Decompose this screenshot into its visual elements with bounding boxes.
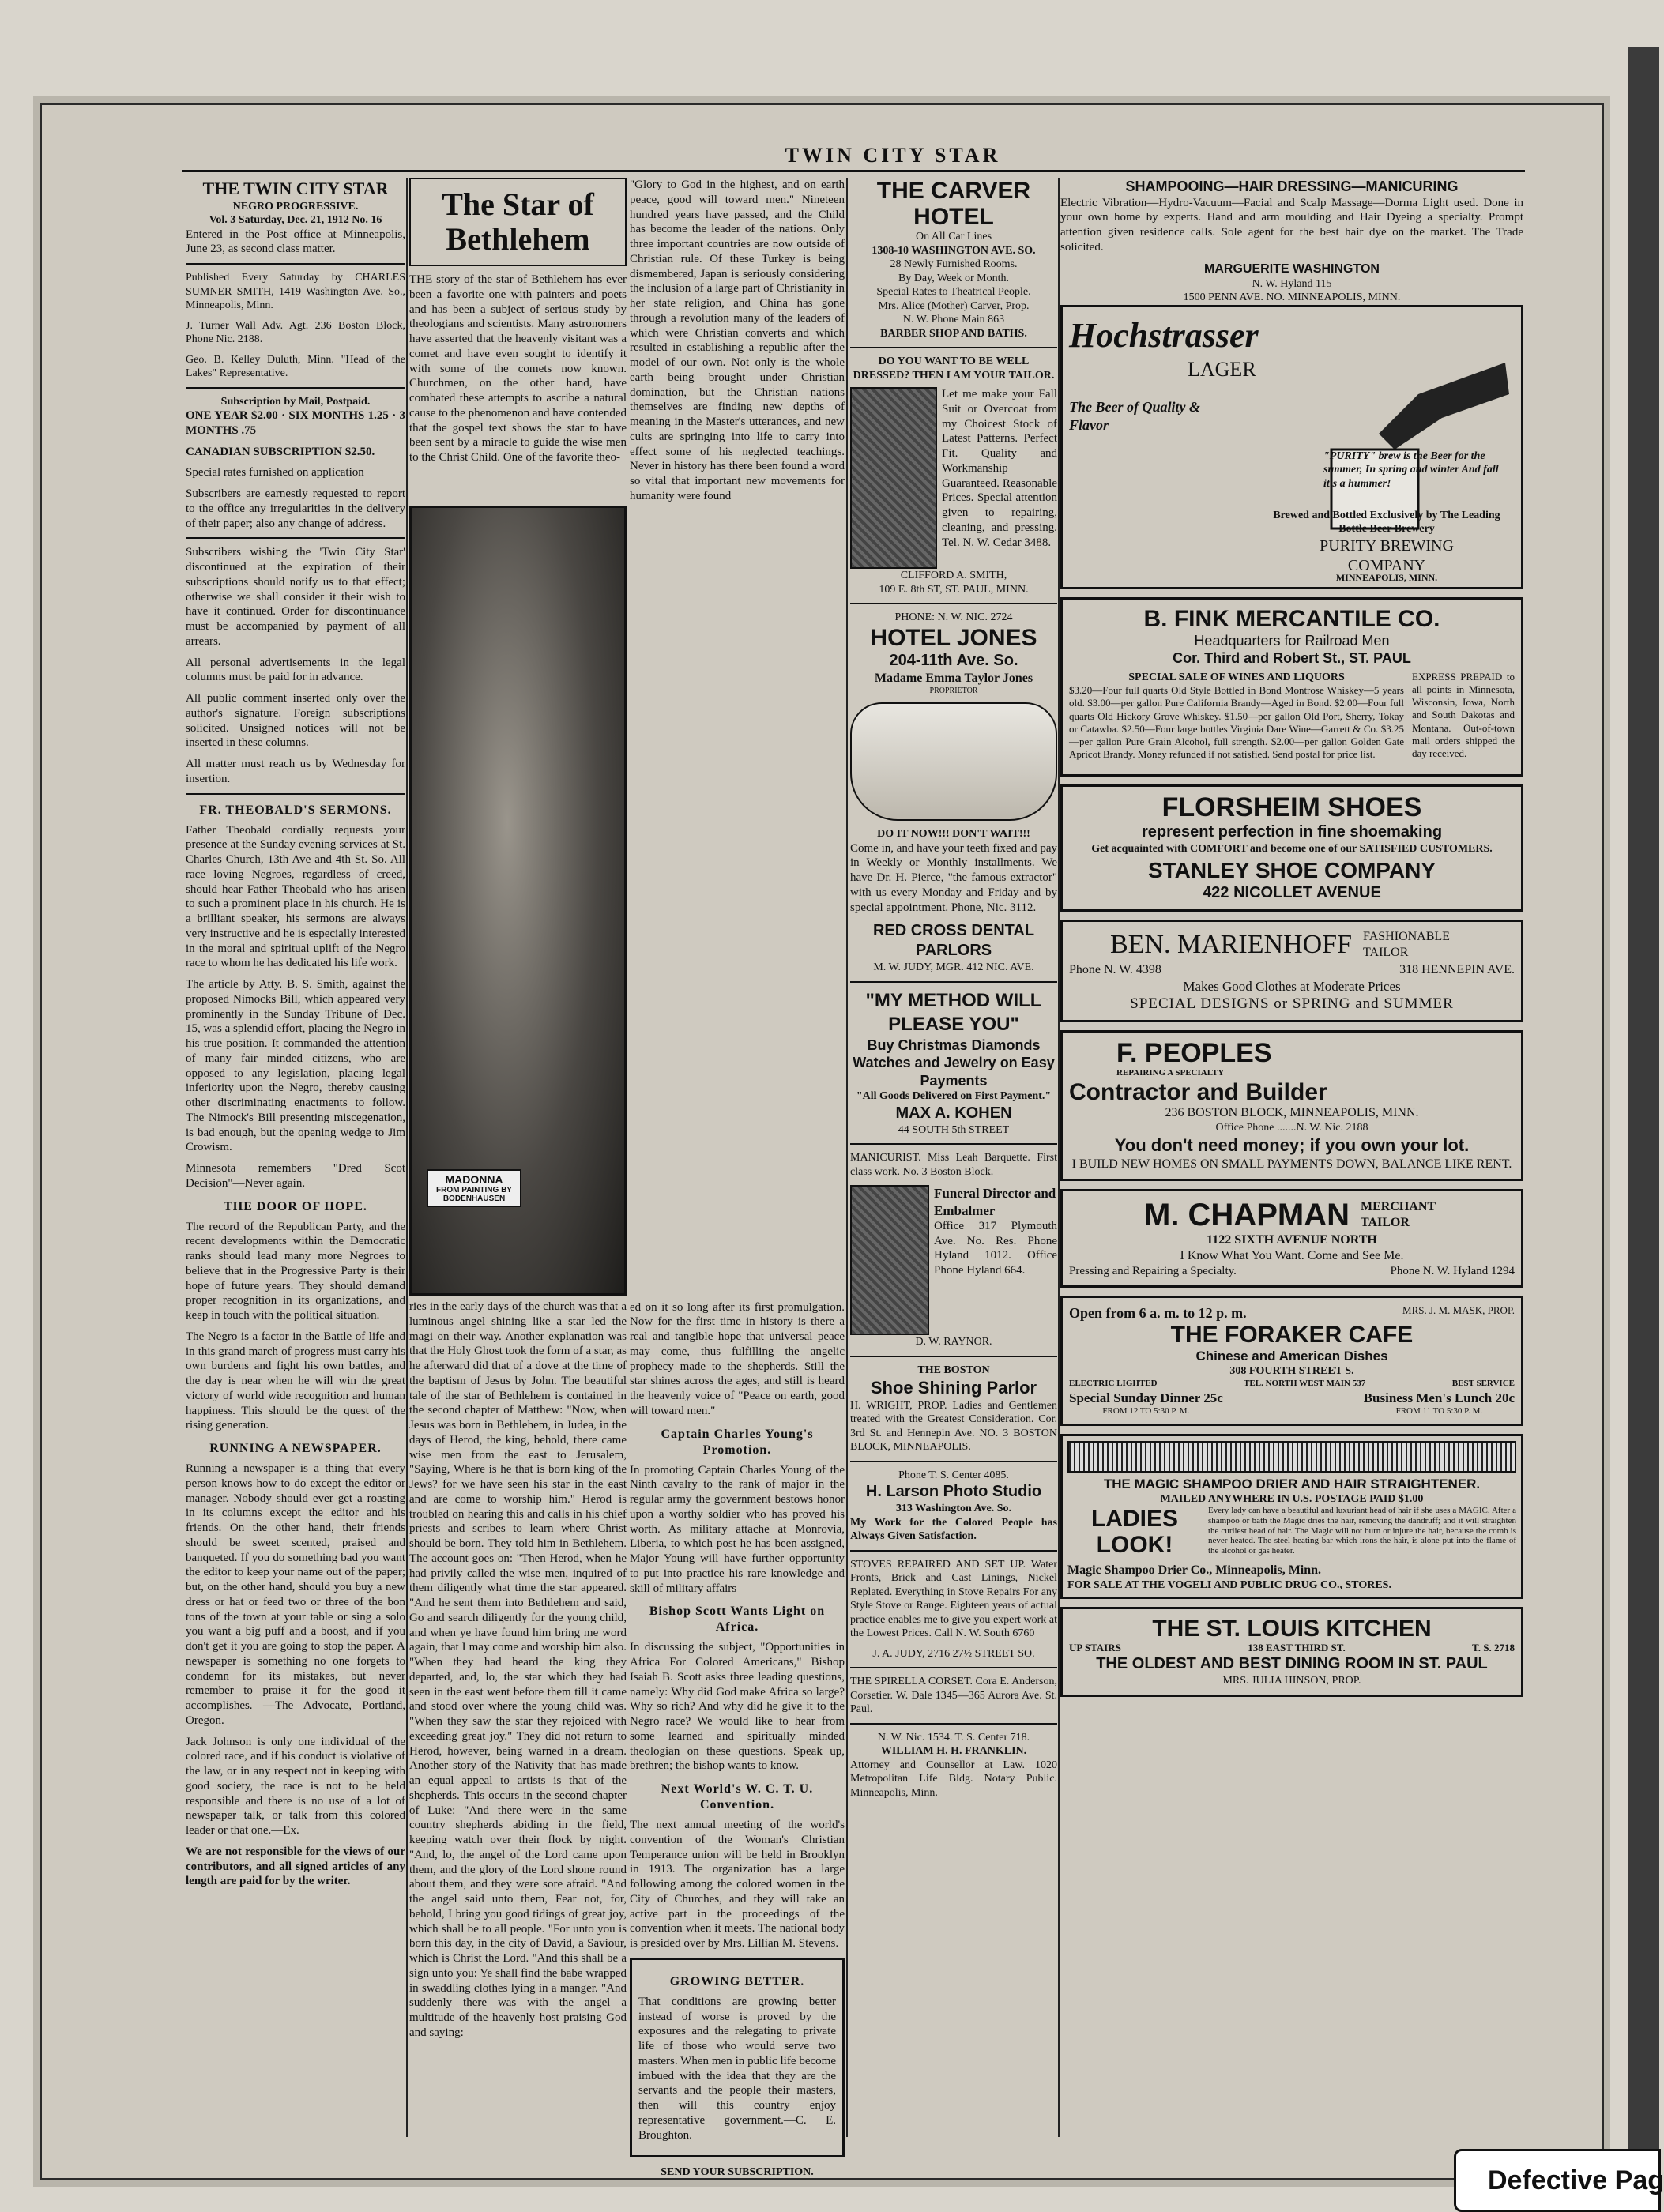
- notice-item: All public comment inserted only over the author's signature. Foreign subscriptions solicited. Unsigned notices will not be inserted in these columns.: [186, 692, 405, 750]
- carver-line: By Day, Week or Month.: [898, 272, 1010, 284]
- florsheim-subtitle: represent perfection in fine shoemaking: [1141, 822, 1443, 841]
- paper-subtitle: NEGRO PROGRESSIVE.: [232, 200, 359, 213]
- scott-heading: Bishop Scott Wants Light on Africa.: [649, 1604, 826, 1635]
- fink-ad: [1060, 597, 1523, 777]
- magic-ladies: LADIES LOOK!: [1090, 1506, 1178, 1559]
- larson-address: 313 Washington Ave. So.: [895, 1503, 1012, 1515]
- foraker-lunch-hours: FROM 11 TO 5:30 P. M.: [1395, 1405, 1483, 1416]
- foraker-top: [1069, 1304, 1515, 1322]
- marienhoff-phone: Phone N. W. 4398: [1069, 962, 1161, 976]
- carver-line: Mrs. Alice (Mother) Carver, Prop.: [878, 299, 1030, 312]
- chapman-title: M. CHAPMAN: [1144, 1197, 1350, 1232]
- st-louis-prop: MRS. JULIA HINSON, PROP.: [1222, 1675, 1361, 1687]
- magic-mailed: MAILED ANYWHERE IN U.S. POSTAGE PAID $1.00: [1160, 1492, 1424, 1505]
- beer-brand: Hochstrasser: [1069, 315, 1259, 355]
- peoples-build: I BUILD NEW HOMES ON SMALL PAYMENTS DOWN, BALANCE LIKE RENT.: [1071, 1157, 1512, 1171]
- foraker-info: [1069, 1379, 1515, 1390]
- column-divider: [846, 178, 848, 2137]
- scott-text: In discussing the subject, "Opportunities in Africa For Colored Americans," Bishop Isaiah B. Scott asks three leading questions, namely: Why did God make Africa so large? Why so rich? And why did he give it to the Negro race? We would like to hear from some learned and spiritually minded theologian on these questions. Speak up, brethren; the bishop wants to know.: [630, 1641, 845, 1773]
- newspaper-text: Running a newspaper is a thing that every person knows how to do except the editor or manager. Nobody should ever get a roasting in its columns except the editor and his friends. On the other hand, their friends should be sweet scented, praised and banqueted. If you do something bad you want the editor to keep your name out of the paper; but, on the other hand, should you buy a new dress or hat or feed two or three of the bon tons of the town at your table or sing a solo you want a big puff and a boost, and if you don't get it you are going to stop the paper. A newspaper is something no one forgets to condemn for its mistakes, but never remember to praise it for the good it accomplishes. —The Advocate, Portland, Oregon.: [186, 1462, 405, 1727]
- magic-text: Every lady can have a beautiful and luxuriant head of hair if she uses a MAGIC. After a shampoo or bath the Magic dries the hair, removing the dandruff; and it will straighten the curliest head of hair. The Magic will not burn or injure the hair, because the comb is never heated. The steel heating bar which irons the hair, is alone put into the flame of the alcohol or gas heater.: [1208, 1506, 1516, 1556]
- shampoo-text: Electric Vibration—Hydro-Vacuum—Facial and Scalp Massage—Dorma Light used. Done in your own home by experts. Hand and arm moulding and Hair Dyeing a specialty. Prompt attention given residence calls. Sole agent for the best hair dye on the market. The Trade solicited.: [1060, 196, 1523, 254]
- beer-bottle-icon: [1213, 347, 1513, 529]
- foraker-dinner-hours: FROM 12 TO 5:30 P. M.: [1102, 1405, 1190, 1416]
- paper-name: THE TWIN CITY STAR: [202, 179, 389, 198]
- illustration-spacer: [630, 510, 845, 1300]
- tailor-portrait: [850, 387, 937, 569]
- foraker-dinner: Special Sunday Dinner 25c: [1069, 1390, 1223, 1405]
- notice-item: Special rates furnished on application: [186, 466, 364, 480]
- magic-body: [1067, 1506, 1516, 1562]
- foraker-hours: Open from 6 a. m. to 12 p. m.: [1069, 1304, 1247, 1321]
- sermons-text: Father Theobald cordially requests your presence at the Sunday evening services at St. Charles Church, 13th Ave and 4th St. So. All race loving Negroes, regardless of creed, should hear Father Theobald who has arisen to such a prominent place in his church. He is a brilliant speaker, his sermons are always very instructive and he is especially interested in the moral and spiritual uplift of the Negro race to whom he has dedicated his life work.: [186, 823, 405, 970]
- marienhoff-text: Makes Good Clothes at Moderate Prices: [1183, 978, 1401, 994]
- chapman-address: 1122 SIXTH AVENUE NORTH: [1207, 1232, 1377, 1247]
- kohen-address: 44 SOUTH 5th STREET: [898, 1123, 1010, 1136]
- carver-line: Special Rates to Theatrical People.: [876, 286, 1031, 298]
- peoples-contractor: Contractor and Builder: [1069, 1078, 1327, 1105]
- foraker-service: BEST SERVICE: [1451, 1378, 1515, 1388]
- dental-text: Come in, and have your teeth fixed and pay in Weekly or Monthly installments. We have Dr. H. Pierce, "the famous extractor" with us every Monday and Friday and by special appointment. Phone, Nic. 3112.: [850, 841, 1058, 914]
- dred-scott-text: Minnesota remembers "Dred Scot Decision"—Never again.: [186, 1162, 405, 1190]
- column-editorial: [186, 178, 405, 2137]
- chapman-tag: MERCHANT TAILOR: [1360, 1199, 1436, 1229]
- carver-line: 1308-10 WASHINGTON AVE. SO.: [872, 244, 1036, 257]
- beer-brewed: Brewed and Bottled Exclusively by The Leading Bottle Beer Brewery: [1273, 509, 1500, 535]
- fink-express: EXPRESS PREPAID to all points in Minnesota, Wisconsin, Iowa, North and South Dakotas and Montana. Out-of-town mail orders shipped the day received.: [1412, 670, 1515, 759]
- purity-beer-ad: [1060, 305, 1523, 589]
- shampoo-heading: SHAMPOOING—HAIR DRESSING—MANICURING: [1125, 179, 1459, 194]
- foraker-address: 308 FOURTH STREET S.: [1229, 1365, 1354, 1378]
- beer-company: PURITY BREWING COMPANY: [1320, 536, 1454, 574]
- marienhoff-address: 318 HENNEPIN AVE.: [1399, 962, 1515, 976]
- column-ads-small: [850, 178, 1057, 2137]
- kohen-text: Buy Christmas Diamonds Watches and Jewelry on Easy Payments: [853, 1036, 1055, 1089]
- notice-item: Subscribers wishing the 'Twin City Star' discontinued at the expiration of their subscriptions should notify us to that effect; otherwise we shall consider it their wish to have it continued. Order for discontinuance must be accompanied by payment of all arrears.: [186, 546, 405, 648]
- magic-shampoo-ad: [1060, 1434, 1523, 1599]
- growing-better-box: [630, 1958, 845, 2158]
- marienhoff-special: SPECIAL DESIGNS or SPRING and SUMMER: [1130, 995, 1454, 1012]
- johnson-text: Jack Johnson is only one individual of the colored race, and if his conduct is violative of the law, or in any respect not in keeping with good society, the race is not to be held responsible and there is no use of a lot of newspaper talk, or talk from this colored leader or that one.—Ex.: [186, 1735, 405, 1837]
- tailor-address: 109 E. 8th ST, ST. PAUL, MINN.: [879, 583, 1029, 596]
- franklin-text: Attorney and Counsellor at Law. 1020 Metropolitan Life Bldg. Notary Public. Minneapolis, Minn.: [850, 1759, 1057, 1799]
- nimocks-text: The article by Atty. B. S. Smith, against the proposed Nimocks Bill, which appeared very prominently in the Sunday Tribune of Dec. 15, was a splendid effort, placing the Negro in his true position. It commanded the attention of many fair minded citizens, who are opposed to any legislation, placing legal inferiority upon the Negro, thereby causing other discriminating enactments to follow. The Nimock's Bill presenting miscegenation, is bad enough, but the opening wedge to Jim Crowism.: [186, 978, 405, 1154]
- defective-page-label: Defective Pag: [1454, 2149, 1661, 2212]
- fink-items: $3.20—Four full quarts Old Style Bottled in Bond Montrose Whiskey—5 years old. $3.00—per gallon Pure California Brandy—Aged in Bond. $2.00—Four full quarts Old Hickory Grove Whiskey. $1.50—per gallon Old Port, Sherry, Tokay or Catawba. $2.50—Four large bottles Virginia Dare Wine—Garrett & Co. $3.25—per gallon Pure Grain Alcohol, full strength. $2.00—per gallon Golden Gate Apricot Brandy. Money refunded if not satisfied. Send postal for price list.: [1069, 684, 1404, 761]
- raynor-portrait: [850, 1185, 929, 1335]
- chapman-text: I Know What You Want. Come and See Me.: [1180, 1248, 1404, 1262]
- entered-notice: Entered in the Post office at Minneapolis, June 23, as second class matter.: [186, 228, 405, 256]
- chapman-phone: Phone N. W. Hyland 1294: [1390, 1264, 1515, 1277]
- tailor-name: CLIFFORD A. SMITH,: [900, 570, 1007, 581]
- st-louis-upstairs: UP STAIRS: [1069, 1642, 1121, 1654]
- header-rule: [182, 170, 1525, 172]
- fink-subtitle: Headquarters for Railroad Men: [1194, 632, 1390, 649]
- chapman-header: [1069, 1198, 1515, 1232]
- stanley-title: STANLEY SHOE COMPANY: [1147, 858, 1436, 883]
- fink-address: Cor. Third and Robert St., ST. PAUL: [1173, 650, 1411, 666]
- beer-lager: LAGER: [1188, 357, 1256, 381]
- marienhoff-ad: [1060, 920, 1523, 1022]
- funeral-name: D. W. RAYNOR.: [915, 1336, 992, 1349]
- foraker-tel: TEL. NORTH WEST MAIN 537: [1244, 1378, 1366, 1388]
- madonna-label: MADONNA: [445, 1173, 503, 1186]
- st-louis-subtitle: THE OLDEST AND BEST DINING ROOM IN ST. PAUL: [1096, 1655, 1488, 1673]
- larson-title: H. Larson Photo Studio: [865, 1483, 1042, 1501]
- tailor-heading: DO YOU WANT TO BE WELL DRESSED? THEN I AM YOUR TAILOR.: [853, 356, 1055, 382]
- binding-gutter: [1628, 47, 1659, 2180]
- peace-text: ed on it so long after its first promulgation. Now for the first time in history is there a real and tangible hope that universal peace may come, thus fulfilling the angelic prophecy made to the shepherds. Still the star shines across the ages, and still is heard the heavenly voice of "Peace on earth, good will toward men.": [630, 1300, 845, 1417]
- newspaper-heading: RUNNING A NEWSPAPER.: [209, 1442, 382, 1455]
- volume-line: Vol. 3 Saturday, Dec. 21, 1912 No. 16: [209, 214, 382, 226]
- st-louis-title: THE ST. LOUIS KITCHEN: [1152, 1616, 1432, 1642]
- funeral-ad: [850, 1185, 1057, 1335]
- boston-title: Shoe Shining Parlor: [870, 1378, 1037, 1398]
- hope-text: The record of the Republican Party, and the recent developments within the Democratic ranks should lead many more Negroes to believe that in the Progressive Party is their hope of future years. They should demand proper recognition in its organizations, and keep in touch with the political situation.: [186, 1220, 405, 1322]
- responsibility-notice: We are not responsible for the views of our contributors, and all signed articles of any length are paid for by the writer.: [186, 1845, 405, 1888]
- foraker-subtitle: Chinese and American Dishes: [1195, 1349, 1388, 1364]
- hotel-jones-proprietor: PROPRIETOR: [929, 686, 978, 695]
- stoves-name: J. A. JUDY, 2716 27½ STREET SO.: [872, 1647, 1035, 1660]
- carver-line: N. W. Phone Main 863: [902, 314, 1005, 325]
- larson-phone: Phone T. S. Center 4085.: [898, 1469, 1009, 1481]
- larson-text: My Work for the Colored People has Always Given Satisfaction.: [850, 1516, 1057, 1543]
- hotel-jones-prop: Madame Emma Taylor Jones: [874, 671, 1033, 685]
- foraker-prop: MRS. J. M. MASK, PROP.: [1402, 1304, 1515, 1316]
- subscription-head: Subscription by Mail, Postpaid.: [220, 395, 371, 408]
- magic-sale: FOR SALE AT THE VOGELI AND PUBLIC DRUG CO., STORES.: [1067, 1578, 1391, 1591]
- column-ads-large: [1060, 178, 1523, 2137]
- young-heading: Captain Charles Young's Promotion.: [661, 1427, 814, 1457]
- kohen-heading: "MY METHOD WILL PLEASE YOU": [865, 989, 1042, 1035]
- marienhoff-header: [1069, 928, 1515, 962]
- dental-heading: DO IT NOW!!! DON'T WAIT!!!: [877, 828, 1030, 840]
- foraker-lunch: Business Men's Lunch 20c: [1363, 1390, 1515, 1405]
- growing-text: That conditions are growing better instead of worse is proved by the exposures and the relegating to private life of those who would serve two masters. When men in public life become imbued with the idea that they are the servants and the people their masters, then will this country enjoy representative government.—C. E. Broughton.: [638, 1995, 836, 2142]
- florsheim-ad: [1060, 784, 1523, 912]
- stoves-text: STOVES REPAIRED AND SET UP. Water Fronts, Brick and Cast Linings, Nickel Replated. Everything in Stove Repairs For any Style Stove or Range. Eighteen years of actual practice enables me to give you expert work at the Lowest Prices. Call N. W. South 6760: [850, 1558, 1057, 1640]
- peoples-address: 236 BOSTON BLOCK, MINNEAPOLIS, MINN.: [1165, 1105, 1419, 1119]
- send-subscription: SEND YOUR SUBSCRIPTION.: [661, 2166, 814, 2179]
- hope-text-2: The Negro is a factor in the Battle of life and in this grand march of progress must carry his own burdens and fight his own battles, and the day is near when he will win the great victory of world wide recognition and human happiness. This should be the quest of the rising generation.: [186, 1330, 405, 1432]
- magic-company: Magic Shampoo Drier Co., Minneapolis, Minn.: [1067, 1563, 1322, 1577]
- subscription-rates: ONE YEAR $2.00 · SIX MONTHS 1.25 · 3 MONTHS .75: [186, 409, 405, 437]
- chapman-press: Pressing and Repairing a Specialty.: [1069, 1264, 1237, 1277]
- madonna-caption: [427, 1169, 521, 1207]
- representative: Geo. B. Kelley Duluth, Minn. "Head of the Lakes" Representative.: [186, 353, 405, 379]
- carver-line: BARBER SHOP AND BATHS.: [880, 327, 1027, 340]
- column-divider: [1058, 178, 1060, 2137]
- adv-agent: J. Turner Wall Adv. Agt. 236 Boston Block, Phone Nic. 2188.: [186, 319, 405, 345]
- tailor-ad: [850, 387, 1057, 569]
- peoples-money: You don't need money; if you own your lot.: [1114, 1135, 1470, 1156]
- article-title: The Star of Bethlehem: [409, 178, 627, 266]
- florsheim-text: Get acquainted with COMFORT and become one of our SATISFIED CUSTOMERS.: [1091, 842, 1493, 855]
- funeral-title: Funeral Director and Embalmer: [934, 1186, 1056, 1218]
- column-star-continued: [409, 1300, 627, 2137]
- foraker-electric: ELECTRIC LIGHTED: [1069, 1378, 1158, 1388]
- st-louis-info: [1069, 1642, 1515, 1654]
- shampoo-name: MARGUERITE WASHINGTON: [1204, 261, 1380, 276]
- carver-line: 28 Newly Furnished Rooms.: [890, 258, 1018, 270]
- comb-illustration: [1067, 1441, 1516, 1473]
- shampoo-phone: N. W. Hyland 115: [1252, 277, 1332, 290]
- red-cross-dental-title: RED CROSS DENTAL PARLORS: [872, 922, 1035, 960]
- teeth-illustration: [850, 702, 1057, 821]
- canadian-subscription: CANADIAN SUBSCRIPTION $2.50.: [186, 445, 375, 458]
- hotel-jones-title: HOTEL JONES: [870, 624, 1037, 651]
- chapman-ad: [1060, 1189, 1523, 1288]
- peoples-ad: [1060, 1030, 1523, 1181]
- hope-heading: THE DOOR OF HOPE.: [224, 1199, 367, 1213]
- funeral-text: Office 317 Plymouth Ave. No. Res. Phone Hyland 1012. Office Phone Hyland 664.: [934, 1219, 1057, 1277]
- publisher-line: Published Every Saturday by CHARLES SUMNER SMITH, 1419 Washington Ave. So., Minneapolis, Minn.: [186, 272, 405, 311]
- peoples-subtitle: REPAIRING A SPECIALTY: [1116, 1068, 1225, 1078]
- column-divider: [406, 178, 408, 2137]
- st-louis-kitchen-ad: [1060, 1607, 1523, 1697]
- carver-line: On All Car Lines: [915, 231, 992, 243]
- article-text: THE story of the star of Bethlehem has ever been a favorite one with painters and poets and has been a subject of serious study by theologians and scientists. Many astronomers have asserted that the heavenly visitant was a comet and have even sought to identify it with some of the comets now known. Churchmen, on the other hand, have combated these attempts to ascribe a natural cause to the phenomenon and have contended that the gospel text shows the star to have been sent by a miracle to guide the wise men to the Christ Child. One of the favorite theo-: [409, 273, 627, 464]
- glory-text: "Glory to God in the highest, and on earth peace, good will toward men." Nineteen hundred years have passed, and the Child has become the leader of the nations. Only three important countries are now outside of Christian rule. Of these Turkey is being dismembered, Japan is seriously considering the inclusion of a large part of Christianity in her state religion, and China has gone through a revolution many of the leaders of which were Christian converts and which resulted in establishing a republic after the model of our own. Not only is the whole earth being brought under Christian domination, but the Christian nations themselves are finding new depths of meaning in the Master's utterances, and new cults are springing into life to carry into effect some of his neglected teachings. Never in history has there been found a word so vital that important new movements for humanity were found: [630, 179, 845, 502]
- young-text: In promoting Captain Charles Young of the Ninth cavalry to the rank of major in the regular army the government bestows honor upon a worthy soldier who has proved his worth. As military attache at Monrovia, Liberia, to which post he has been assigned, Major Young will have further opportunity to put into practice his rare knowledge and skill of military affairs: [630, 1463, 845, 1595]
- article-text-continued: ries in the early days of the church was that a luminous angel shining like a star led the magi on their way. Another explanation was that the Holy Ghost took the form of a star, as he afterward did that of a dove at the time of the baptism of Jesus by John. The beautiful tale of the star of Bethlehem is contained in the second chapter of Matthew: "Now, when Jesus was born in Bethlehem, in Judea, in the days of Herod, the king, behold, there came wise men from the east to Jerusalem, "Saying, Where is he that is born king of the Jews? for we have seen his star in the east and are come to worship him." Herod is troubled on hearing this and calls in his chief priests and scribes to learn where Christ should be born. They told him in Bethlehem. The account goes on: "Then Herod, when he had privily called the wise men, inquired of them diligently what time the star appeared. "And he sent them into Bethlehem and said, Go and search diligently for the young child, and when ye have found him bring me word again, that I may come and worship him also. "When they had heard the king they departed, and, lo, the star which they had seen in the east went before them till it came and stood over where the young child was. "When they saw the star they rejoiced with exceeding great joy." They did not return to Herod, however, being warned in a dream. Another story of the Nativity that has made an equal appeal to artists is that of the shepherds. This occurs in the second chapter of Luke: "And there were in the same country shepherds abiding in the field, keeping watch over their flock by night. "And, lo, the angel of the Lord came upon them, and the glory of the Lord shone round about them, and they were sore afraid. "And the angel said unto them, Fear not, for, behold, I bring you good tidings of great joy, which shall be to all people. "For unto you is born this day, in the city of David, a Saviour, which is Christ the Lord. "And this shall be a sign unto you: Ye shall find the babe wrapped in swaddling clothes lying in a manger. "And suddenly there was with the angel a multitude of the heavenly host praising God and saying:: [409, 1300, 627, 2039]
- foraker-title: THE FORAKER CAFE: [1170, 1322, 1414, 1349]
- boston-text: H. WRIGHT, PROP. Ladies and Gentlemen treated with the Greatest Consideration. Cor. 3rd St. and Hennepin Ave. NO. 3 BOSTON BLOCK, MINNEAPOLIS.: [850, 1399, 1057, 1454]
- jones-phone: PHONE: N. W. NIC. 2724: [894, 611, 1013, 623]
- foraker-ad: [1060, 1296, 1523, 1426]
- marienhoff-tag: FASHIONABLE TAILOR: [1363, 930, 1450, 960]
- notice-item: Subscribers are earnestly requested to report to the office any irregularities in the delivery of their paper; also any change of address.: [186, 487, 405, 530]
- marienhoff-contact: [1069, 962, 1515, 978]
- kohen-name: MAX A. KOHEN: [895, 1104, 1012, 1122]
- beer-tagline: The Beer of Quality & Flavor: [1069, 399, 1200, 433]
- fink-title: B. FINK MERCANTILE CO.: [1143, 605, 1440, 632]
- column-news: [630, 178, 845, 2179]
- tailor-text: Let me make your Fall Suit or Overcoat from my Choicest Stock of Latest Patterns. Perfect Fit. Quality and Workmanship Guaranteed. Reasonable Prices. Special attention given to repairing, cleaning, and pressing. Tel. N. W. Cedar 3488.: [942, 388, 1057, 549]
- shampoo-address: 1500 PENN AVE. NO. MINNEAPOLIS, MINN.: [1183, 292, 1401, 303]
- growing-heading: GROWING BETTER.: [669, 1974, 805, 1988]
- st-louis-address: 138 EAST THIRD ST.: [1248, 1642, 1346, 1654]
- foraker-specials: [1069, 1390, 1515, 1417]
- franklin-name: WILLIAM H. H. FRANKLIN.: [880, 1745, 1027, 1758]
- peoples-title: F. PEOPLES: [1116, 1037, 1272, 1068]
- dental-manager: M. W. JUDY, MGR. 412 NIC. AVE.: [873, 961, 1034, 974]
- fink-body: [1069, 671, 1515, 768]
- carver-hotel-title: THE CARVER HOTEL: [876, 178, 1031, 230]
- notice-item: All personal advertisements in the legal columns must be paid for in advance.: [186, 656, 405, 684]
- spirella-ad: THE SPIRELLA CORSET. Cora E. Anderson, Corsetier. W. Dale 1345—365 Aurora Ave. St. Paul.: [850, 1676, 1057, 1716]
- florsheim-title: FLORSHEIM SHOES: [1161, 792, 1422, 822]
- stanley-address: 422 NICOLLET AVENUE: [1203, 884, 1381, 902]
- manicurist-ad: MANICURIST. Miss Leah Barquette. First class work. No. 3 Boston Block.: [850, 1152, 1057, 1178]
- boston-heading: THE BOSTON: [917, 1364, 990, 1376]
- hotel-jones-address: 204-11th Ave. So.: [889, 651, 1018, 669]
- notice-item: All matter must reach us by Wednesday for insertion.: [186, 758, 405, 785]
- beer-purity: "PURITY" brew is the Beer for the summer, In spring and winter And fall it's a hummer!: [1323, 450, 1499, 490]
- st-louis-phone: T. S. 2718: [1472, 1642, 1515, 1654]
- wctu-heading: Next World's W. C. T. U. Convention.: [661, 1782, 814, 1811]
- wctu-text: The next annual meeting of the world's convention of the Woman's Christian Temperance union will be held in Brooklyn in 1913. The organization has a large following among the colored women in the City of Churches, and they will take an active part in the proceedings of the convention when it meets. The national body is presided over by Mrs. Lillian M. Stevens.: [630, 1819, 845, 1950]
- fink-sale: SPECIAL SALE OF WINES AND LIQUORS: [1128, 671, 1345, 683]
- madonna-credit: FROM PAINTING BY BODENHAUSEN: [436, 1186, 512, 1203]
- peoples-phone: Office Phone .......N. W. Nic. 2188: [1215, 1121, 1368, 1134]
- franklin-phones: N. W. Nic. 1534. T. S. Center 718.: [877, 1731, 1030, 1744]
- beer-city: MINNEAPOLIS, MINN.: [1335, 571, 1438, 583]
- marienhoff-title: BEN. MARIENHOFF: [1109, 930, 1353, 960]
- kohen-delivered: "All Goods Delivered on First Payment.": [856, 1090, 1052, 1103]
- sermons-heading: FR. THEOBALD'S SERMONS.: [199, 803, 392, 817]
- magic-title: THE MAGIC SHAMPOO DRIER AND HAIR STRAIGHTENER.: [1103, 1476, 1481, 1492]
- chapman-footer: [1069, 1264, 1515, 1279]
- masthead: TWIN CITY STAR: [785, 144, 1001, 167]
